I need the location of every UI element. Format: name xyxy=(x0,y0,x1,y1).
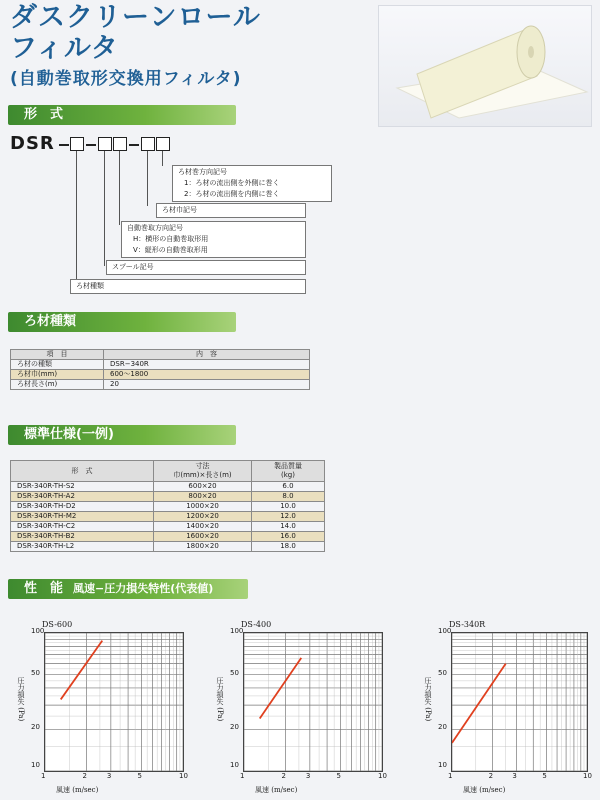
table-cell: 20 xyxy=(104,380,310,390)
label-spool: スプール記号 xyxy=(106,260,306,275)
graph-title: DS-600 xyxy=(42,620,73,629)
connector xyxy=(119,151,120,225)
x-tick-label: 10 xyxy=(179,772,188,780)
label-auto-h: H：横形の自動巻取形用 xyxy=(133,235,209,243)
x-tick-label: 3 xyxy=(305,772,311,780)
table-cell: 1800×20 xyxy=(154,542,252,552)
table-header: 形 式 xyxy=(11,461,154,482)
table-cell: 12.0 xyxy=(252,512,325,522)
table-cell: ろ材長さ(m) xyxy=(11,380,104,390)
header-dim-line1: 寸法 xyxy=(195,462,210,470)
table-row xyxy=(11,532,325,542)
label-winding-title: ろ材巻方向記号 xyxy=(178,168,227,176)
table-header: 内 容 xyxy=(104,350,310,360)
table-header-row xyxy=(11,350,310,360)
series-line xyxy=(61,641,103,700)
header-mass-line1: 製品質量 xyxy=(274,462,302,470)
x-tick-label: 5 xyxy=(542,772,547,780)
table-row xyxy=(11,542,325,552)
title-line-2: フィルタ xyxy=(10,33,119,64)
table-cell: DSR−340R xyxy=(104,360,310,370)
table-row xyxy=(11,492,325,502)
table-cell: 16.0 xyxy=(252,532,325,542)
header-dim-line2: 巾(mm)×長さ(m) xyxy=(173,471,232,479)
x-tick-label: 5 xyxy=(137,772,142,780)
table-cell: 800×20 xyxy=(154,492,252,502)
x-tick-label: 2 xyxy=(82,772,87,780)
spec-table xyxy=(10,460,325,552)
table-row xyxy=(11,512,325,522)
table-header xyxy=(252,461,325,482)
y-tick-label: 100 xyxy=(31,627,45,635)
table-cell: 6.0 xyxy=(252,482,325,492)
x-tick-label: 1 xyxy=(240,772,245,780)
page-title xyxy=(10,2,261,64)
table-cell: ろ材巾(mm) xyxy=(11,370,104,380)
x-axis-label: 風速 (m/sec) xyxy=(463,786,506,794)
y-tick-label: 10 xyxy=(438,761,447,769)
connector xyxy=(104,151,105,266)
table-header-row xyxy=(11,461,325,482)
x-tick-label: 1 xyxy=(41,772,46,780)
header-mass-line2: (kg) xyxy=(281,471,295,479)
x-tick-label: 5 xyxy=(336,772,341,780)
label-winding xyxy=(172,165,332,202)
table-cell: DSR-340R-TH-L2 xyxy=(11,542,154,552)
x-tick-label: 10 xyxy=(378,772,387,780)
table-row xyxy=(11,482,325,492)
y-axis-label: 圧力損失 (Pa) xyxy=(17,677,25,722)
media-table xyxy=(10,349,310,390)
x-tick-label: 2 xyxy=(488,772,494,780)
section-perf-label: 性 能 xyxy=(24,581,64,596)
y-tick-label: 20 xyxy=(438,723,447,732)
label-auto-title: 自動巻取方向記号 xyxy=(127,224,183,232)
table-cell: ろ材の種類 xyxy=(11,360,104,370)
section-header-media xyxy=(8,312,236,332)
y-tick-label: 50 xyxy=(230,668,239,677)
table-header: 項 目 xyxy=(11,350,104,360)
series-line xyxy=(452,664,506,743)
table-row xyxy=(11,370,310,380)
connector xyxy=(76,151,77,285)
graph-2 xyxy=(243,632,383,772)
x-tick-label: 3 xyxy=(512,772,517,780)
table-cell: 1400×20 xyxy=(154,522,252,532)
table-cell: DSR-340R-TH-C2 xyxy=(11,522,154,532)
y-tick-label: 20 xyxy=(31,723,40,732)
code-dash xyxy=(129,144,139,146)
table-cell: 18.0 xyxy=(252,542,325,552)
x-tick-label: 3 xyxy=(106,772,112,780)
code-box-spool xyxy=(98,137,112,151)
table-cell: DSR-340R-TH-S2 xyxy=(11,482,154,492)
table-cell: 600〜1800 xyxy=(104,370,310,380)
graph-title: DS-400 xyxy=(241,620,272,629)
label-width: ろ材巾記号 xyxy=(156,203,306,218)
code-box-auto xyxy=(113,137,127,151)
label-auto-v: V：縦形の自動巻取形用 xyxy=(133,246,208,254)
x-tick-label: 2 xyxy=(281,772,286,780)
section-spec-label: 標準仕様(一例) xyxy=(24,427,114,442)
y-tick-label: 100 xyxy=(230,627,244,635)
section-format-label: 形 式 xyxy=(24,107,64,122)
table-header xyxy=(154,461,252,482)
y-tick-label: 10 xyxy=(230,761,239,769)
x-axis-label: 風速 (m/sec) xyxy=(255,786,298,794)
y-tick-label: 50 xyxy=(438,668,447,677)
connector xyxy=(147,151,148,206)
y-tick-label: 20 xyxy=(230,723,239,732)
table-cell: 1200×20 xyxy=(154,512,252,522)
title-line-1: ダスクリーンロール xyxy=(10,2,261,33)
y-tick-label: 50 xyxy=(31,668,40,677)
connector xyxy=(162,151,163,166)
table-cell: DSR-340R-TH-D2 xyxy=(11,502,154,512)
y-tick-label: 100 xyxy=(438,627,452,635)
x-tick-label: 1 xyxy=(448,772,453,780)
section-header-format xyxy=(8,105,236,125)
table-cell: 14.0 xyxy=(252,522,325,532)
table-cell: DSR-340R-TH-A2 xyxy=(11,492,154,502)
table-row xyxy=(11,380,310,390)
model-code: DSR xyxy=(10,133,55,154)
graph-title: DS-340R xyxy=(449,620,486,629)
code-dash xyxy=(86,144,96,146)
code-box-width xyxy=(141,137,155,151)
graph-1 xyxy=(44,632,184,772)
section-perf-sublabel: 風速−圧力損失特性(代表値) xyxy=(73,582,214,595)
code-box-winding xyxy=(156,137,170,151)
table-row xyxy=(11,360,310,370)
y-tick-label: 10 xyxy=(31,761,40,769)
section-media-label: ろ材種類 xyxy=(24,314,77,329)
x-tick-label: 10 xyxy=(583,772,592,780)
table-cell: 1600×20 xyxy=(154,532,252,542)
label-winding-1: 1：ろ材の流出側を外側に巻く xyxy=(184,179,280,187)
table-row xyxy=(11,522,325,532)
table-cell: 600×20 xyxy=(154,482,252,492)
table-cell: DSR-340R-TH-M2 xyxy=(11,512,154,522)
section-header-spec xyxy=(8,425,236,445)
graph-3 xyxy=(451,632,588,772)
table-cell: 8.0 xyxy=(252,492,325,502)
y-axis-label: 圧力損失 (Pa) xyxy=(216,677,224,722)
table-cell: DSR-340R-TH-B2 xyxy=(11,532,154,542)
code-box-media xyxy=(70,137,84,151)
subtitle: (自動巻取形交換用フィルタ) xyxy=(10,69,242,89)
section-header-performance xyxy=(8,579,248,599)
y-axis-label: 圧力損失 (Pa) xyxy=(424,677,432,722)
label-winding-2: 2：ろ材の流出側を内側に巻く xyxy=(184,190,280,198)
x-axis-label: 風速 (m/sec) xyxy=(56,786,99,794)
table-cell: 10.0 xyxy=(252,502,325,512)
label-auto-direction xyxy=(121,221,306,258)
code-dash xyxy=(59,144,69,146)
label-media-type: ろ材種類 xyxy=(70,279,306,294)
table-cell: 1000×20 xyxy=(154,502,252,512)
table-row xyxy=(11,502,325,512)
filter-roll-image xyxy=(378,5,592,127)
